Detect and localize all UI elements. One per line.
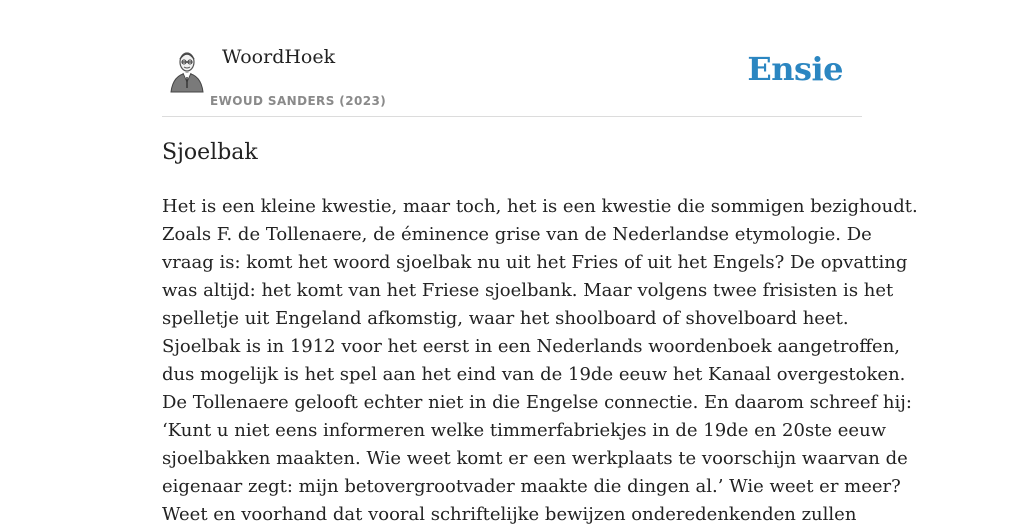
- article-title: Sjoelbak: [162, 140, 258, 165]
- body-line: Het is een kleine kwestie, maar toch, het is een kwestie die sommigen bezighoudt.: [162, 196, 918, 217]
- body-line: Weet en voorhand dat vooral schriftelijke bewijzen onderedenkenden zullen: [162, 504, 857, 525]
- article-body: [162, 193, 918, 529]
- body-line: sjoelbakken maakten. Wie weet komt er een werkplaats te voorschijn waarvan de: [162, 448, 908, 469]
- body-line: spelletje uit Engeland afkomstig, waar het shoolboard of shovelboard heet.: [162, 308, 849, 329]
- author-credit: EWOUD SANDERS (2023): [210, 94, 387, 108]
- source-title[interactable]: WoordHoek: [222, 46, 336, 68]
- body-line: eigenaar zegt: mijn betovergrootvader maakte die dingen al.’ Wie weet er meer?: [162, 476, 901, 497]
- body-line: was altijd: het komt van het Friese sjoelbank. Maar volgens twee frisisten is het: [162, 280, 894, 301]
- author-portrait-icon: [168, 48, 208, 92]
- body-line: dus mogelijk is het spel aan het eind van de 19de eeuw het Kanaal overgestoken.: [162, 364, 906, 385]
- body-line: Zoals F. de Tollenaere, de éminence grise van de Nederlandse etymologie. De: [162, 224, 872, 245]
- ensie-logo[interactable]: Ensie: [747, 50, 843, 88]
- source-header: [162, 0, 862, 117]
- body-line: De Tollenaere gelooft echter niet in die Engelse connectie. En daarom schreef hij:: [162, 392, 912, 413]
- body-line: Sjoelbak is in 1912 voor het eerst in een Nederlands woordenboek aangetroffen,: [162, 336, 901, 357]
- body-line: vraag is: komt het woord sjoelbak nu uit het Fries of uit het Engels? De opvatting: [162, 252, 908, 273]
- body-line: ‘Kunt u niet eens informeren welke timmerfabriekjes in de 19de en 20ste eeuw: [162, 420, 887, 441]
